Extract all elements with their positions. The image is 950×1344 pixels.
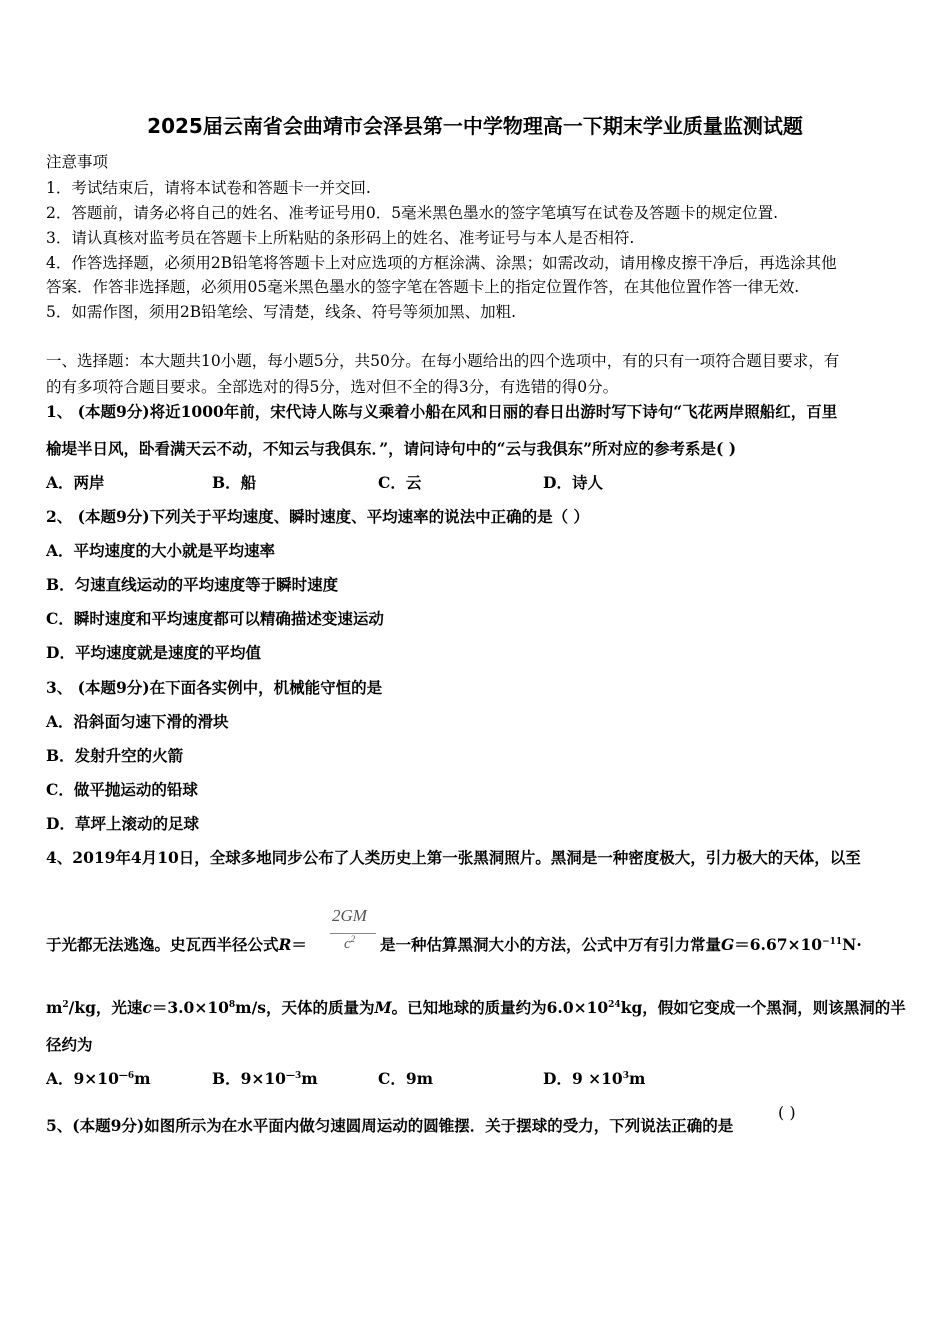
notice-item: 5．如需作图，须用2B铅笔绘、写清楚，线条、符号等须加黑、加粗.: [46, 303, 517, 321]
q1-option-d: D．诗人: [543, 473, 603, 492]
q3-stem: 3、 (本题9分)在下面各实例中，机械能守恒的是: [46, 678, 383, 697]
q4-text: ＝: [291, 935, 307, 954]
q4-var-g: G: [721, 935, 735, 954]
section-intro: 一、选择题：本大题共10小题，每小题5分，共50分。在每小题给出的四个选项中，有的只有一项符合题目要求，有: [46, 352, 840, 370]
notice-item: 3．请认真核对监考员在答题卡上所粘贴的条形码上的姓名、准考证号与本人是否相符.: [46, 229, 635, 247]
q4-option-a: A．$9\times 10^{—6}m$: [46, 1069, 151, 1088]
notice-item: 答案．作答非选择题，必须用05毫米黑色墨水的签字笔在答题卡上的指定位置作答，在其他位置作答一律无效.: [46, 278, 800, 296]
q4-text: ＝6.67×10: [734, 935, 823, 954]
q4-var-r: R: [278, 935, 292, 954]
q5-answer-paren: ( ): [778, 1103, 796, 1122]
q2-option-d: D．平均速度就是速度的平均值: [46, 643, 261, 662]
q4-option-c: C．9m: [378, 1069, 434, 1088]
section-intro: 的有多项符合题目要求。全部选对的得5分，选对但不全的得3分，有选错的得0分。: [46, 378, 619, 396]
q1-option-b: B．船: [212, 473, 257, 492]
q4-option-b: B．$9\times 10^{—3}m$: [212, 1069, 318, 1088]
q2-option-c: C．瞬时速度和平均速度都可以精确描述变速运动: [46, 609, 384, 628]
q4-text: 是一种估算黑洞大小的方法，公式中万有引力常量: [380, 935, 722, 954]
q4-text: 于光都无法逃逸。史瓦西半径公式: [46, 935, 279, 954]
q1-option-a: A．两岸: [46, 473, 105, 492]
q4-exp: −11: [822, 936, 843, 947]
q5-stem: 5、(本题9分)如图所示为在水平面内做匀速圆周运动的圆锥摆．关于摆球的受力，下列说法正确的是: [46, 1116, 734, 1135]
q4-stem-line4: 径约为: [46, 1035, 93, 1054]
q4-stem-line2-cont: [380, 935, 862, 955]
schwarzschild-formula: [330, 906, 376, 956]
q4-stem: 4、2019年4月10日，全球多地同步公布了人类历史上第一张黑洞照片。黑洞是一种密度极大，引力极大的天体，以至: [46, 848, 861, 867]
q3-option-b: B．发射升空的火箭: [46, 746, 184, 765]
q4-option-d: D．$9 \times 10^3m$: [543, 1069, 646, 1088]
formula-denominator: $c^2$: [344, 934, 356, 952]
page-title: 2025届云南省会曲靖市会泽县第一中学物理高一下期末学业质量监测试题: [147, 114, 803, 138]
q1-stem: 1、 (本题9分)将近1000年前，宋代诗人陈与义乘着小船在风和日丽的春日出游时写下诗句“飞花两岸照船红，百里: [46, 402, 838, 421]
notice-heading: 注意事项: [46, 153, 109, 171]
q1-stem: 榆堤半日风，卧看满天云不动，不知云与我俱东．”，请问诗句中的“云与我俱东”所对应的参考系是( ): [46, 439, 737, 458]
q4-stem-line3: $m^2/kg$，光速$c=3.0\times 10^8m/s$，天体的质量为M。已知地球的质量约为$6.0\times 10^{24}kg$，假如它变成一个黑洞，则该黑洞的半: [46, 998, 906, 1017]
notice-item: 1．考试结束后，请将本试卷和答题卡一并交回.: [46, 179, 371, 197]
q3-option-d: D．草坪上滚动的足球: [46, 814, 199, 833]
notice-item: 4．作答选择题，必须用2B铅笔将答题卡上对应选项的方框涂满、涂黑；如需改动，请用橡皮擦干净后，再选涂其他: [46, 254, 837, 272]
q3-option-c: C．做平抛运动的铅球: [46, 780, 198, 799]
q4-stem-line2: [46, 935, 307, 955]
q4-text: N·: [842, 935, 862, 954]
formula-numerator: 2GM: [332, 906, 367, 925]
q3-option-a: A．沿斜面匀速下滑的滑块: [46, 712, 229, 731]
q1-option-c: C．云: [378, 473, 422, 492]
q2-option-a: A．平均速度的大小就是平均速率: [46, 541, 276, 560]
q2-stem: 2、 (本题9分)下列关于平均速度、瞬时速度、平均速率的说法中正确的是（ ）: [46, 507, 590, 526]
notice-item: 2．答题前，请务必将自己的姓名、准考证号用0．5毫米黑色墨水的签字笔填写在试卷及答题卡的规定位置.: [46, 204, 779, 222]
q2-option-b: B．匀速直线运动的平均速度等于瞬时速度: [46, 575, 339, 594]
